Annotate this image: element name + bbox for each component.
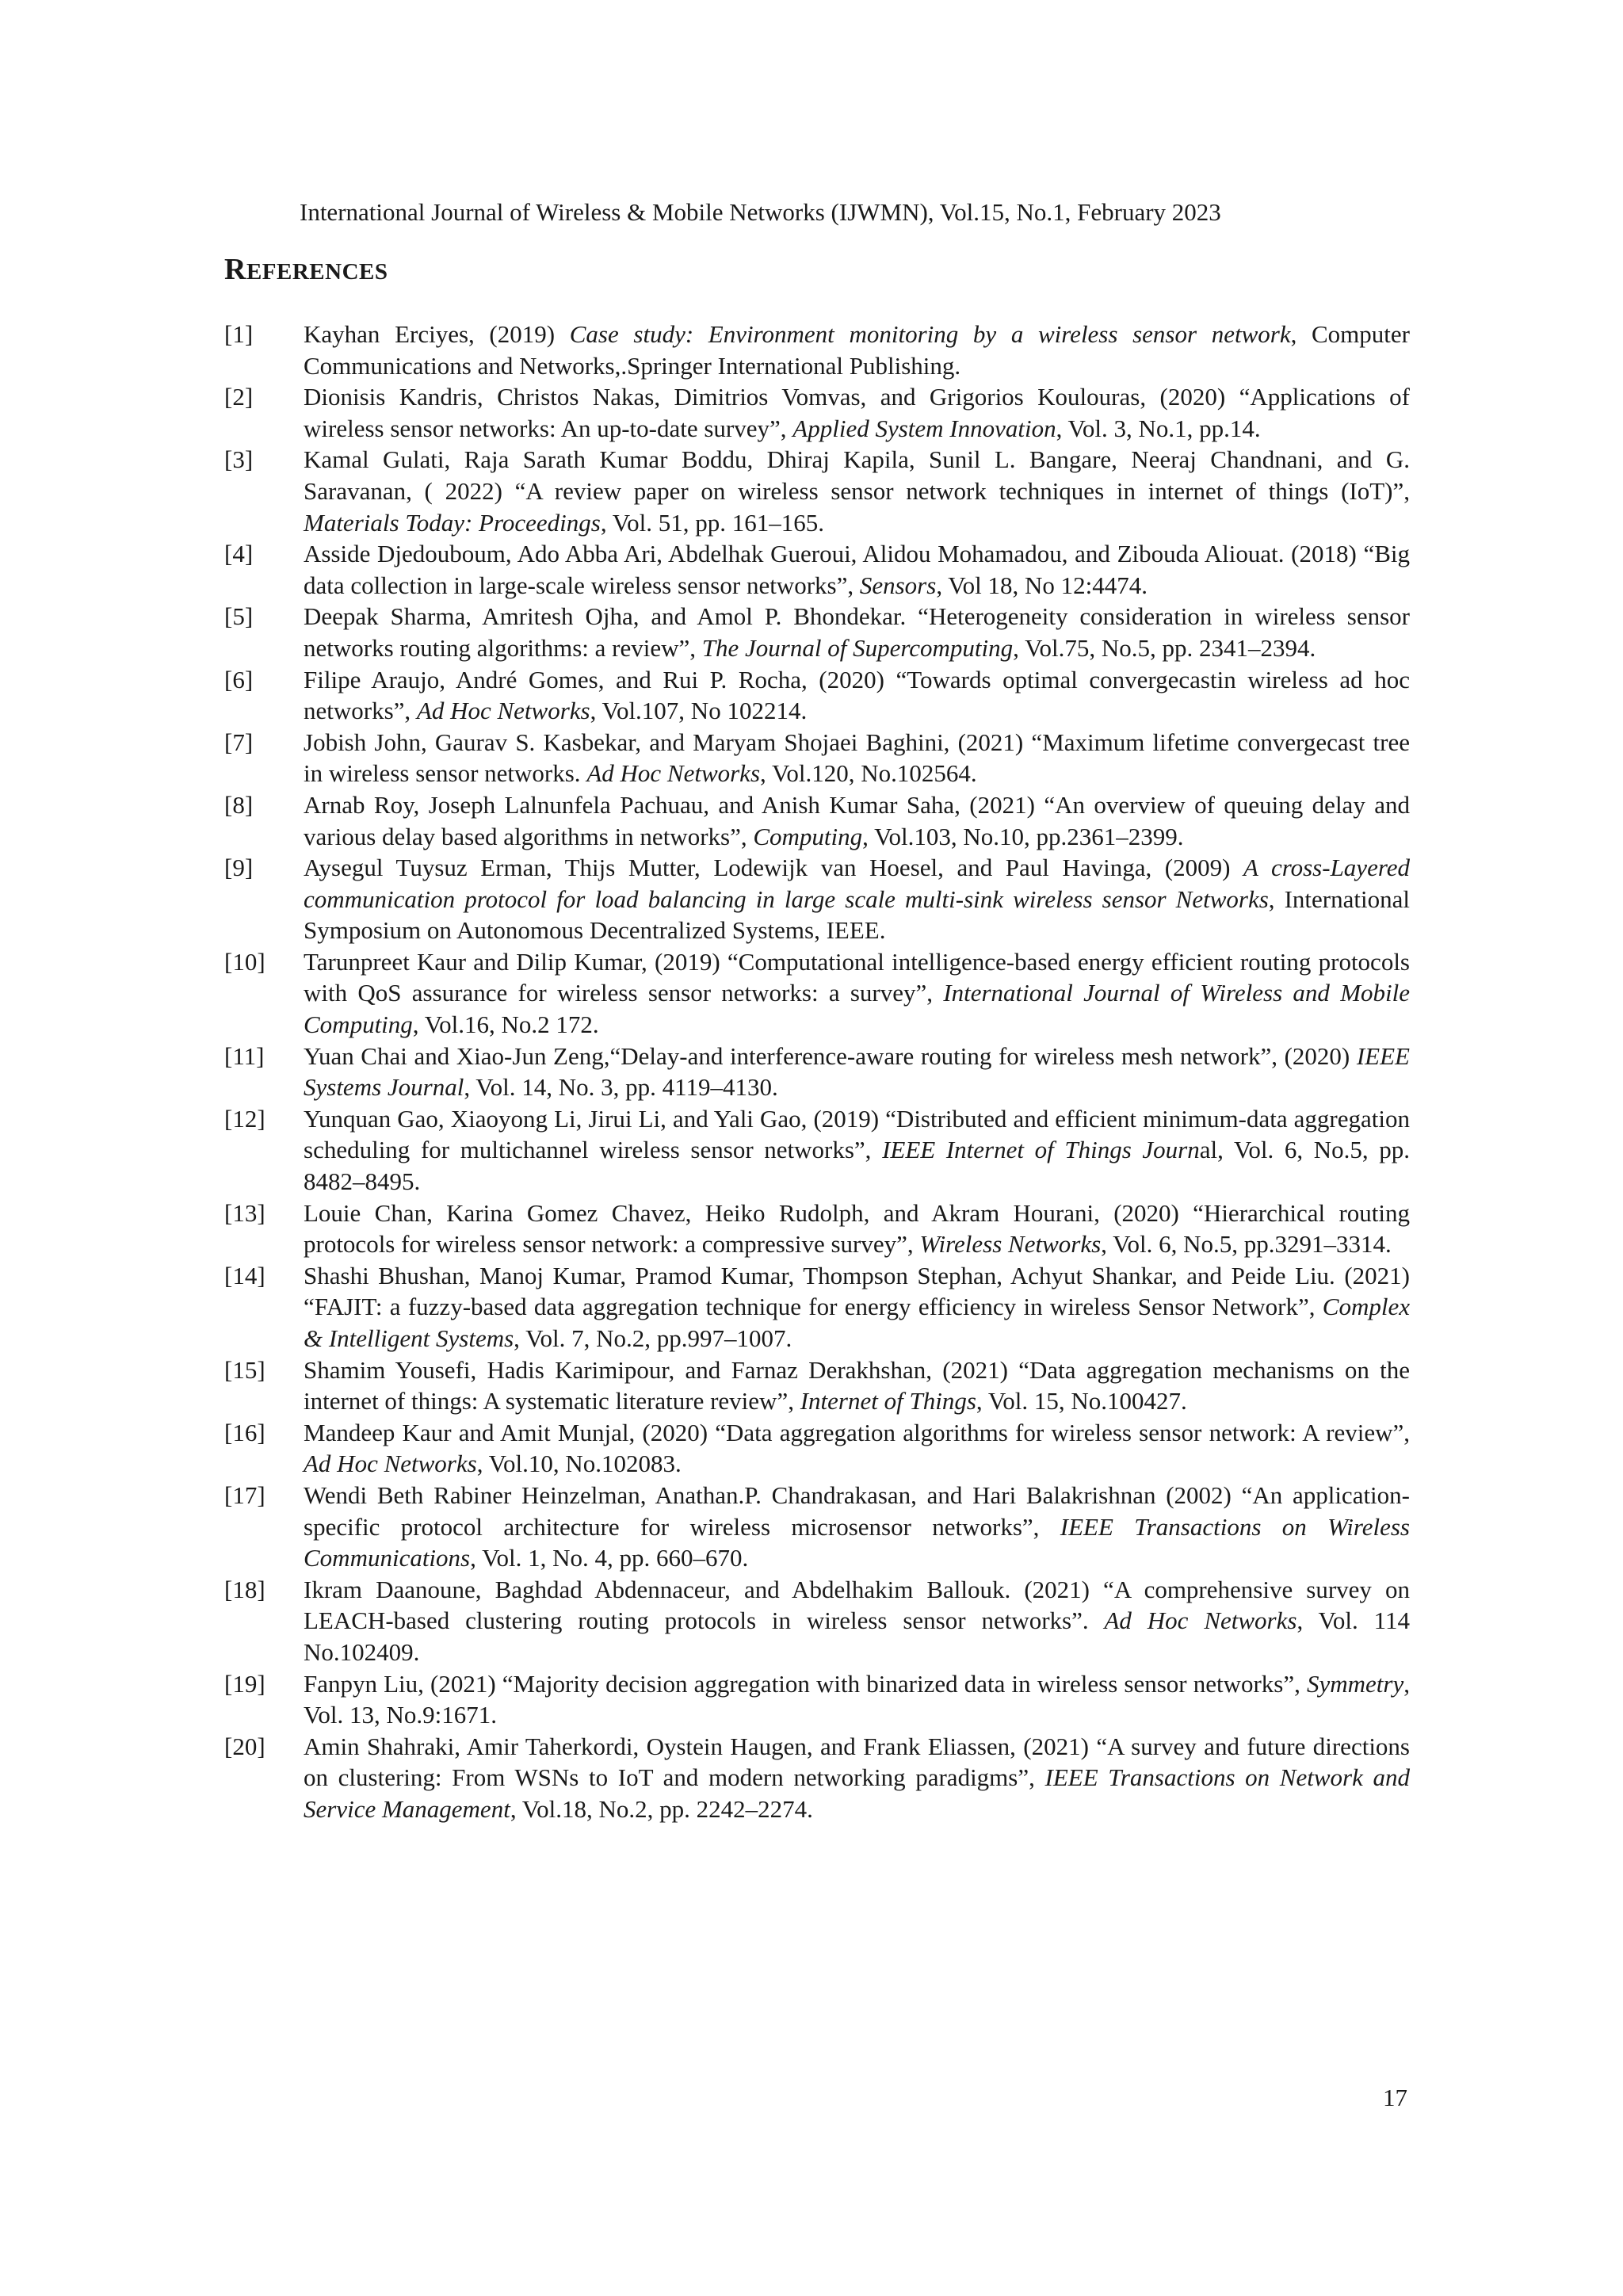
reference-text (304, 1417, 1410, 1480)
reference-text-segment: Shashi Bhushan, Manoj Kumar, Pramod Kumar, Thompson Stephan, Achyut Shankar, and Peide Liu. (2021) “FAJIT: a fuzzy-based data aggregation technique for energy efficiency in wireless Sensor Network”, (304, 1261, 1410, 1321)
references-heading-initial: R (224, 253, 246, 286)
reference-item (224, 1354, 1410, 1417)
references-heading-rest: EFERENCES (246, 259, 388, 285)
reference-text-segment: Louie Chan, Karina Gomez Chavez, Heiko Rudolph, and Akram Hourani, (2020) “Hierarchical routing protocols for wireless sensor network: a compressive survey”, (304, 1198, 1410, 1259)
reference-number: [15] (224, 1355, 265, 1384)
reference-number: [17] (224, 1480, 265, 1509)
reference-text-segment: Ikram Daanoune, Baghdad Abdennaceur, and Abdelhakim Ballouk. (2021) “A comprehensive survey on LEACH-based clustering routing protocols in wireless sensor networks”. (304, 1575, 1410, 1635)
reference-text-segment: Filipe Araujo, André Gomes, and Rui P. Rocha, (2020) “Towards optimal convergecastin wireless ad hoc networks”, (304, 665, 1410, 725)
reference-item (224, 1103, 1410, 1198)
reference-item (224, 664, 1410, 727)
reference-item (224, 1668, 1410, 1731)
reference-text-segment: Arnab Roy, Joseph Lalnunfela Pachuau, and Anish Kumar Saha, (2021) “An overview of queuing delay and various delay based algorithms in networks”, (304, 790, 1410, 850)
reference-text (304, 946, 1410, 1041)
reference-text (304, 381, 1410, 444)
running-head: International Journal of Wireless & Mobile Networks (IJWMN), Vol.15, No.1, February 2023 (300, 198, 1221, 226)
reference-text-segment: , Vol. 15, No.100427. (976, 1387, 1187, 1415)
reference-number: [16] (224, 1418, 265, 1446)
reference-source-italic: Ad Hoc Networks (416, 697, 590, 725)
reference-source-italic: Sensors (859, 571, 937, 599)
reference-number: [1] (224, 320, 254, 348)
reference-text (304, 1668, 1410, 1731)
reference-source-italic: IEEE Systems Journal (304, 1041, 1410, 1102)
reference-number: [6] (224, 665, 254, 693)
reference-item (224, 852, 1410, 946)
reference-text-segment: , Vol. 3, No.1, pp.14. (1056, 414, 1261, 442)
reference-source-italic: Symmetry (1307, 1669, 1404, 1698)
reference-item (224, 381, 1410, 444)
page-number: 17 (1383, 2084, 1407, 2111)
reference-text-segment: , Vol. 14, No. 3, pp. 4119–4130. (464, 1073, 778, 1102)
reference-number: [18] (224, 1575, 265, 1603)
reference-text (304, 1354, 1410, 1417)
reference-number: [9] (224, 854, 254, 882)
reference-text-segment: Jobish John, Gaurav S. Kasbekar, and Maryam Shojaei Baghini, (2021) “Maximum lifetime convergecast tree in wireless sensor networks. (304, 728, 1410, 788)
reference-text-segment: Kamal Gulati, Raja Sarath Kumar Boddu, Dhiraj Kapila, Sunil L. Bangare, Neeraj Chandnani, and G. Saravanan, ( 2022) “A review paper on wireless sensor network techniques in internet of things (IoT)”, (304, 445, 1410, 505)
reference-item (224, 1198, 1410, 1260)
reference-text-segment: , Vol. 1, No. 4, pp. 660–670. (470, 1544, 749, 1572)
reference-text-segment: Wendi Beth Rabiner Heinzelman, Anathan.P. Chandrakasan, and Hari Balakrishnan (2002) “An application-specific protocol architecture for wireless microsensor networks”, (304, 1480, 1410, 1541)
reference-text-segment: , Vol 18, No 12:4474. (936, 571, 1148, 599)
reference-number: [14] (224, 1261, 265, 1289)
reference-text-segment: , Vol.18, No.2, pp. 2242–2274. (510, 1794, 813, 1823)
reference-text-segment: , Vol. 13, No.9:1671. (304, 1669, 1410, 1729)
reference-text-segment: Yunquan Gao, Xiaoyong Li, Jirui Li, and Yali Gao, (2019) “Distributed and efficient minimum-data aggregation scheduling for multichannel wireless sensor networks”, (304, 1104, 1410, 1164)
reference-source-italic: IEEE Transactions on Network and Service Management (304, 1763, 1410, 1823)
reference-source-italic: Wireless Networks (919, 1230, 1102, 1259)
reference-text-segment: , Vol. 114 No.102409. (304, 1606, 1410, 1666)
reference-text-segment: , Vol. 51, pp. 161–165. (600, 508, 825, 537)
reference-source-italic: The Journal of Supercomputing (701, 633, 1014, 662)
reference-text-segment: Dionisis Kandris, Christos Nakas, Dimitrios Vomvas, and Grigorios Koulouras, (2020) “Applications of wireless sensor networks: An up-to-date survey”, (304, 383, 1410, 442)
reference-text-segment: Aysegul Tuysuz Erman, Thijs Mutter, Lodewijk van Hoesel, and Paul Havinga, (2009) (304, 854, 1243, 882)
reference-source-italic: A cross-Layered communication protocol for load balancing in large scale multi-sink wireless sensor Networks (304, 854, 1410, 913)
reference-text (304, 1260, 1410, 1354)
reference-number: [5] (224, 602, 254, 631)
reference-source-italic: Ad Hoc Networks (1104, 1606, 1297, 1635)
reference-text-segment: , Vol. 6, No.5, pp.3291–3314. (1101, 1230, 1392, 1259)
reference-item (224, 601, 1410, 663)
reference-text-segment: Fanpyn Liu, (2021) “Majority decision aggregation with binarized data in wireless sensor networks”, (304, 1669, 1308, 1698)
reference-source-italic: Applied System Innovation (792, 414, 1056, 442)
reference-number: [4] (224, 540, 254, 568)
reference-text (304, 538, 1410, 601)
reference-item (224, 789, 1410, 852)
reference-text-segment: , International Symposium on Autonomous Decentralized Systems, IEEE. (304, 884, 1410, 945)
reference-number: [8] (224, 790, 254, 819)
reference-text-segment: , Vol.10, No.102083. (476, 1450, 682, 1478)
reference-text (304, 1480, 1410, 1574)
reference-item (224, 1574, 1410, 1668)
reference-text (304, 1731, 1410, 1825)
reference-list (224, 319, 1410, 1825)
reference-text (304, 664, 1410, 727)
reference-number: [3] (224, 445, 254, 474)
reference-text-segment: , Computer Communications and Networks,.Springer International Publishing. (304, 320, 1410, 380)
reference-source-italic: IEEE Transactions on Wireless Communications (304, 1512, 1410, 1572)
references-heading (224, 252, 388, 289)
reference-number: [11] (224, 1041, 265, 1070)
reference-source-italic: IEEE Internet of Things Journ (882, 1136, 1200, 1164)
reference-item (224, 319, 1410, 381)
reference-source-italic: Case study: Environment monitoring by a wireless sensor network (569, 320, 1291, 348)
reference-text-segment: , Vol.16, No.2 172. (412, 1010, 599, 1039)
reference-number: [12] (224, 1104, 265, 1133)
reference-text-segment: al, Vol. 6, No.5, pp. 8482–8495. (304, 1136, 1411, 1196)
reference-text (304, 1574, 1410, 1668)
reference-text (304, 601, 1410, 663)
reference-source-italic: International Journal of Wireless and Mobile Computing (304, 979, 1411, 1039)
reference-text (304, 1103, 1410, 1198)
reference-text-segment: Shamim Yousefi, Hadis Karimipour, and Farnaz Derakhshan, (2021) “Data aggregation mechanisms on the internet of things: A systematic literature review”, (304, 1355, 1410, 1415)
reference-text-segment: , Vol.75, No.5, pp. 2341–2394. (1013, 633, 1316, 662)
reference-item (224, 946, 1410, 1041)
reference-number: [2] (224, 383, 254, 411)
reference-text-segment: , Vol.107, No 102214. (590, 697, 808, 725)
reference-text (304, 1041, 1410, 1103)
reference-item (224, 538, 1410, 601)
reference-number: [13] (224, 1198, 265, 1227)
reference-source-italic: Complex & Intelligent Systems (304, 1293, 1410, 1352)
reference-text-segment: , Vol. 7, No.2, pp.997–1007. (514, 1324, 792, 1352)
reference-text (304, 727, 1410, 789)
reference-number: [19] (224, 1669, 265, 1698)
reference-text-segment: , Vol.103, No.10, pp.2361–2399. (862, 822, 1184, 850)
reference-text (304, 789, 1410, 852)
reference-source-italic: Materials Today: Proceedings (304, 508, 601, 537)
reference-item (224, 444, 1410, 538)
reference-item (224, 1260, 1410, 1354)
reference-item (224, 1480, 1410, 1574)
reference-source-italic: Computing (753, 822, 863, 850)
reference-number: [7] (224, 728, 254, 756)
reference-text (304, 1198, 1410, 1260)
reference-text-segment: Kayhan Erciyes, (2019) (304, 320, 570, 348)
reference-number: [20] (224, 1732, 265, 1760)
reference-text-segment: Tarunpreet Kaur and Dilip Kumar, (2019) “Computational intelligence-based energy efficient routing protocols with QoS assurance for wireless sensor networks: a survey”, (304, 947, 1410, 1007)
reference-item (224, 1417, 1410, 1480)
reference-source-italic: Ad Hoc Networks (304, 1450, 477, 1478)
reference-item (224, 1731, 1410, 1825)
reference-text-segment: , Vol.120, No.102564. (760, 759, 977, 788)
reference-text (304, 852, 1410, 946)
reference-item (224, 727, 1410, 789)
reference-text-segment: Asside Djedouboum, Ado Abba Ari, Abdelhak Gueroui, Alidou Mohamadou, and Zibouda Aliouat. (2018) “Big data collection in large-scale wireless sensor networks”, (304, 540, 1410, 599)
reference-text (304, 444, 1410, 538)
reference-text (304, 319, 1410, 381)
reference-item (224, 1041, 1410, 1103)
reference-number: [10] (224, 947, 265, 976)
reference-source-italic: Internet of Things (800, 1387, 976, 1415)
reference-text-segment: Mandeep Kaur and Amit Munjal, (2020) “Data aggregation algorithms for wireless sensor network: A review”, (304, 1418, 1410, 1446)
reference-text-segment: Amin Shahraki, Amir Taherkordi, Oystein Haugen, and Frank Eliassen, (2021) “A survey and future directions on clustering: From WSNs to IoT and modern networking paradigms”, (304, 1732, 1410, 1792)
reference-text-segment: Deepak Sharma, Amritesh Ojha, and Amol P. Bhondekar. “Heterogeneity consideration in wireless sensor networks routing algorithms: a review”, (304, 602, 1410, 662)
reference-text-segment: Yuan Chai and Xiao-Jun Zeng,“Delay-and interference-aware routing for wireless mesh network”, (2020) (304, 1041, 1357, 1070)
reference-source-italic: Ad Hoc Networks (586, 759, 761, 788)
